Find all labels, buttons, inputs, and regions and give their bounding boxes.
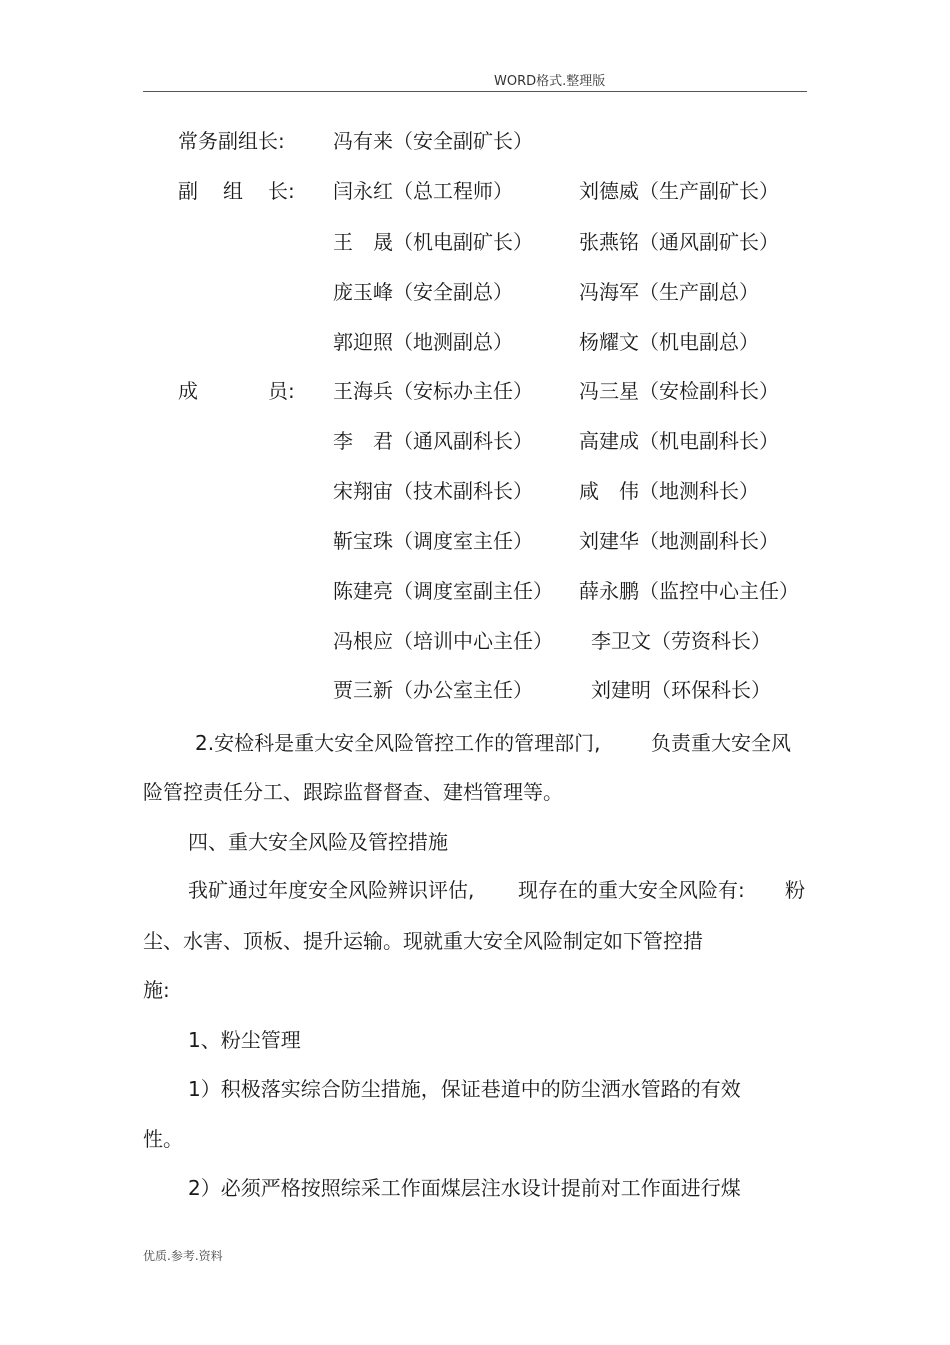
deputy-label-char-2: 组	[223, 179, 243, 203]
risk-paragraph-part-3: 粉	[785, 878, 805, 902]
paragraph-2-line-2: 险管控责任分工、跟踪监督督查、建档管理等。	[143, 780, 563, 804]
member-name: 咸 伟（地测科长）	[579, 479, 759, 503]
member-name: 王海兵（安标办主任）	[333, 379, 533, 403]
exec-deputy-label: 常务副组长:	[178, 129, 285, 153]
page-header: WORD格式.整理版	[494, 74, 606, 89]
risk-paragraph-line-2: 尘、水害、顶板、提升运输。现就重大安全风险制定如下管控措	[143, 929, 703, 953]
member-name: 宋翔宙（技术副科长）	[333, 479, 533, 503]
risk-paragraph-part-1: 我矿通过年度安全风险辨识评估,	[188, 878, 475, 902]
deputy-name: 张燕铭（通风副矿长）	[579, 230, 779, 254]
dust-management-heading: 1、粉尘管理	[188, 1028, 301, 1052]
deputy-label-char-3: 长:	[268, 179, 295, 203]
page-footer: 优质.参考.资料	[143, 1249, 223, 1263]
member-name: 薛永鹏（监控中心主任）	[579, 579, 799, 603]
paragraph-2-part-1: 2.安检科是重大安全风险管控工作的管理部门,	[195, 731, 601, 755]
dust-item-1-line-2: 性。	[143, 1127, 183, 1151]
header-divider	[143, 91, 807, 92]
paragraph-2-part-2: 负责重大安全风	[651, 731, 791, 755]
risk-paragraph-part-2: 现存在的重大安全风险有:	[518, 878, 745, 902]
member-name: 贾三新（办公室主任）	[333, 678, 533, 702]
deputy-name: 杨耀文（机电副总）	[579, 330, 759, 354]
member-label-char-1: 成	[178, 379, 198, 403]
member-name: 靳宝珠（调度室主任）	[333, 529, 533, 553]
member-name: 冯三星（安检副科长）	[579, 379, 779, 403]
exec-deputy-name: 冯有来（安全副矿长）	[333, 129, 533, 153]
deputy-name: 闫永红（总工程师）	[333, 179, 513, 203]
deputy-name: 冯海军（生产副总）	[579, 280, 759, 304]
member-name: 陈建亮（调度室副主任）	[333, 579, 553, 603]
member-name: 李卫文（劳资科长）	[591, 629, 771, 653]
section-4-heading: 四、重大安全风险及管控措施	[188, 830, 448, 854]
member-name: 高建成（机电副科长）	[579, 429, 779, 453]
member-name: 刘建华（地测副科长）	[579, 529, 779, 553]
member-name: 冯根应（培训中心主任）	[333, 629, 553, 653]
dust-item-1-line-1: 1）积极落实综合防尘措施，保证巷道中的防尘洒水管路的有效	[188, 1077, 741, 1101]
member-name: 李 君（通风副科长）	[333, 429, 533, 453]
member-name: 刘建明（环保科长）	[591, 678, 771, 702]
deputy-name: 刘德威（生产副矿长）	[579, 179, 779, 203]
dust-item-2-line-1: 2）必须严格按照综采工作面煤层注水设计提前对工作面进行煤	[188, 1176, 741, 1200]
deputy-name: 郭迎照（地测副总）	[333, 330, 513, 354]
deputy-name: 庞玉峰（安全副总）	[333, 280, 513, 304]
deputy-label-char-1: 副	[178, 179, 198, 203]
deputy-name: 王 晟（机电副矿长）	[333, 230, 533, 254]
member-label-char-2: 员:	[268, 379, 295, 403]
risk-paragraph-line-3: 施:	[143, 978, 170, 1002]
